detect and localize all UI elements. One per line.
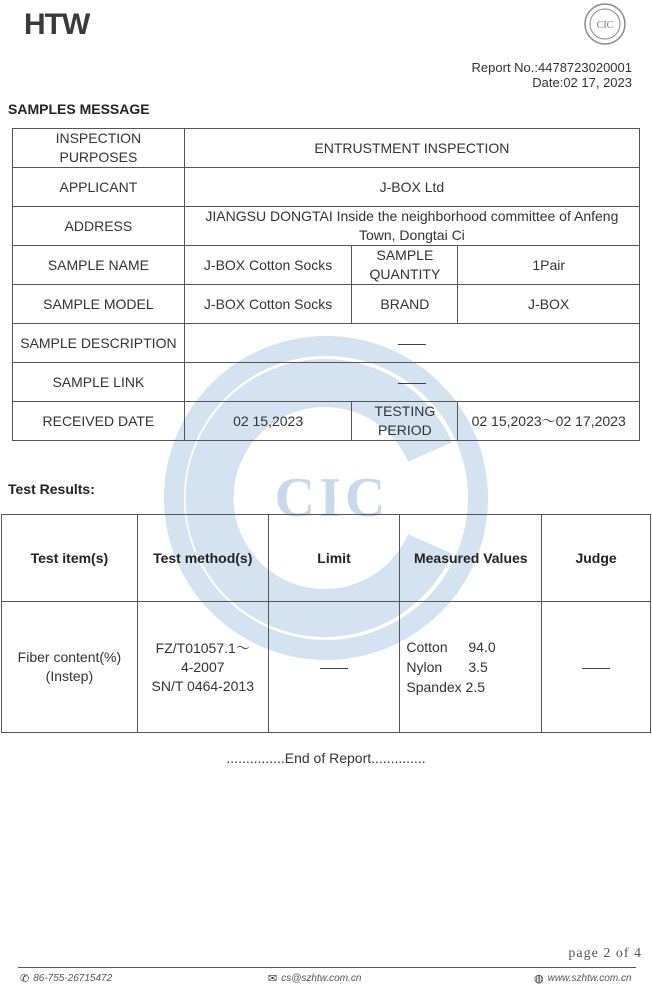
inspection-purposes-value: ENTRUSTMENT INSPECTION (184, 129, 639, 168)
table-row (13, 402, 640, 441)
address-label: ADDRESS (13, 207, 185, 246)
applicant-value: J-BOX Ltd (184, 168, 639, 207)
sample-link-label: SAMPLE LINK (13, 363, 185, 402)
report-date: Date:02 17, 2023 (532, 75, 632, 90)
measured-row (406, 657, 537, 677)
report-number: Report No.:4478723020001 (471, 60, 632, 75)
footer-email (268, 972, 361, 985)
sample-link-value: —— (184, 363, 639, 402)
test-method-cell (137, 602, 268, 733)
received-date-label: RECEIVED DATE (13, 402, 185, 441)
footer-website (534, 972, 632, 985)
table-row (2, 602, 651, 733)
report-info (472, 60, 632, 90)
header-judge: Judge (542, 515, 651, 602)
fiber-value: 2.5 (465, 679, 486, 695)
phone-icon: ✆ (20, 973, 30, 985)
header-test-method: Test method(s) (137, 515, 268, 602)
table-row (13, 246, 640, 285)
testing-period-value: 02 15,2023～02 17,2023 (458, 402, 640, 441)
header-test-item: Test item(s) (2, 515, 138, 602)
results-table (1, 514, 651, 733)
brand-value: J-BOX (458, 285, 640, 324)
header-measured-values: Measured Values (400, 515, 542, 602)
sample-name-value: J-BOX Cotton Socks (184, 246, 352, 285)
seal-text: CIC (596, 20, 614, 31)
brand-label: BRAND (352, 285, 458, 324)
footer-divider (18, 967, 636, 968)
website-text: www.szhtw.com.cn (547, 973, 632, 984)
measured-values-cell (400, 602, 542, 733)
table-header-row (2, 515, 651, 602)
measured-row (406, 637, 537, 657)
address-value: JIANGSU DONGTAI Inside the neighborhood committee of Anfeng Town, Dongtai Ci (184, 207, 639, 246)
received-date-value: 02 15,2023 (184, 402, 352, 441)
applicant-label: APPLICANT (13, 168, 185, 207)
testing-period-label: TESTING PERIOD (352, 402, 458, 441)
method-line: SN/T 0464-2013 (151, 677, 254, 694)
phone-text: 86-755-26715472 (33, 973, 113, 984)
cic-seal-icon (583, 2, 627, 46)
table-row (13, 168, 640, 207)
email-text: cs@szhtw.com.cn (281, 973, 362, 984)
method-line: 4-2007 (180, 658, 225, 675)
htw-logo: HTW (24, 8, 90, 41)
fiber-name: Spandex (406, 679, 462, 695)
fiber-name: Cotton (406, 639, 448, 655)
sample-model-value: J-BOX Cotton Socks (184, 285, 352, 324)
test-item-cell: Fiber content(%) (Instep) (2, 602, 138, 733)
table-row (13, 129, 640, 168)
samples-message-title: SAMPLES MESSAGE (8, 101, 150, 117)
measured-row (406, 677, 537, 697)
table-row (13, 363, 640, 402)
inspection-purposes-label: INSPECTION PURPOSES (13, 129, 185, 168)
sample-description-label: SAMPLE DESCRIPTION (13, 324, 185, 363)
fiber-value: 3.5 (468, 659, 488, 675)
sample-quantity-label: SAMPLE QUANTITY (352, 246, 458, 285)
page-number: page 2 of 4 (568, 946, 642, 961)
samples-table (12, 128, 640, 441)
fiber-name: Nylon (406, 659, 443, 675)
judge-cell: —— (542, 602, 651, 733)
method-line: FZ/T01057.1～ (155, 639, 250, 656)
globe-icon: ◍ (534, 973, 544, 985)
limit-cell: —— (268, 602, 400, 733)
sample-model-label: SAMPLE MODEL (13, 285, 185, 324)
header-limit: Limit (268, 515, 400, 602)
sample-quantity-value: 1Pair (458, 246, 640, 285)
table-row (13, 285, 640, 324)
envelope-icon: ✉ (268, 973, 278, 985)
footer-phone (20, 972, 112, 985)
table-row (13, 324, 640, 363)
fiber-value: 94.0 (468, 639, 496, 655)
table-row (13, 207, 640, 246)
sample-description-value: —— (184, 324, 639, 363)
test-results-title: Test Results: (8, 481, 95, 497)
sample-name-label: SAMPLE NAME (13, 246, 185, 285)
watermark-text: CIC (274, 467, 390, 529)
end-of-report: ...............End of Report.............. (226, 750, 426, 766)
